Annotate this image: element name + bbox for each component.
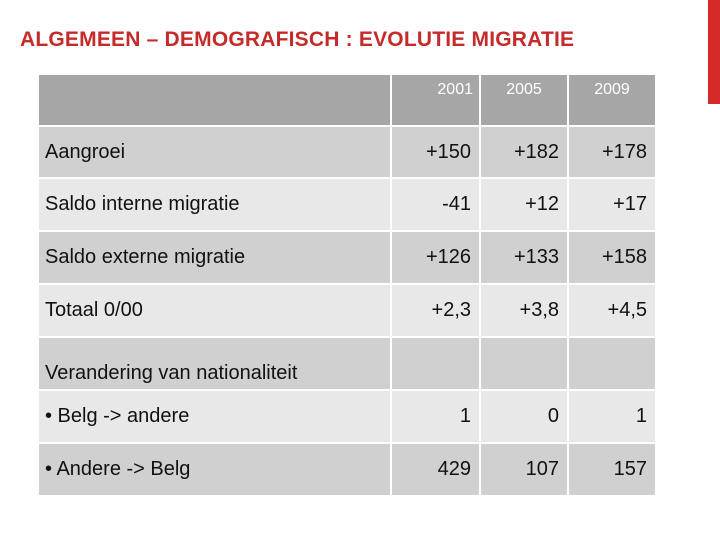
row-value: -41 (391, 178, 480, 231)
row-value (480, 337, 568, 390)
row-value: +178 (568, 126, 656, 178)
row-value: +182 (480, 126, 568, 178)
table-row (38, 390, 656, 443)
row-label: • Belg -> andere (38, 390, 391, 443)
table-row (38, 126, 656, 178)
row-value: +126 (391, 231, 480, 284)
row-label: Saldo externe migratie (38, 231, 391, 284)
row-value: +4,5 (568, 284, 656, 337)
row-value: +150 (391, 126, 480, 178)
header-label-cell (38, 74, 391, 126)
table-row (38, 231, 656, 284)
table-row (38, 443, 656, 496)
table-row (38, 337, 656, 390)
row-label: Saldo interne migratie (38, 178, 391, 231)
table-header-row (38, 74, 656, 126)
row-value: 0 (480, 390, 568, 443)
row-label: • Andere -> Belg (38, 443, 391, 496)
row-value: +17 (568, 178, 656, 231)
header-year-cell: 2001 (391, 74, 480, 126)
table-row (38, 178, 656, 231)
header-year-cell: 2009 (568, 74, 656, 126)
row-value (568, 337, 656, 390)
row-value (391, 337, 480, 390)
row-value: 429 (391, 443, 480, 496)
header-year-cell: 2005 (480, 74, 568, 126)
slide-title: ALGEMEEN – DEMOGRAFISCH : EVOLUTIE MIGRATIE (20, 28, 575, 51)
row-value: +158 (568, 231, 656, 284)
row-value: +3,8 (480, 284, 568, 337)
row-value: +133 (480, 231, 568, 284)
row-value: 157 (568, 443, 656, 496)
row-value: 1 (391, 390, 480, 443)
row-value: 1 (568, 390, 656, 443)
row-label: Aangroei (38, 126, 391, 178)
table-row (38, 284, 656, 337)
accent-bar (708, 0, 720, 104)
row-value: +12 (480, 178, 568, 231)
row-label: Totaal 0/00 (38, 284, 391, 337)
row-value: 107 (480, 443, 568, 496)
row-label: Verandering van nationaliteit (38, 337, 391, 390)
row-value: +2,3 (391, 284, 480, 337)
migration-table (37, 73, 657, 497)
